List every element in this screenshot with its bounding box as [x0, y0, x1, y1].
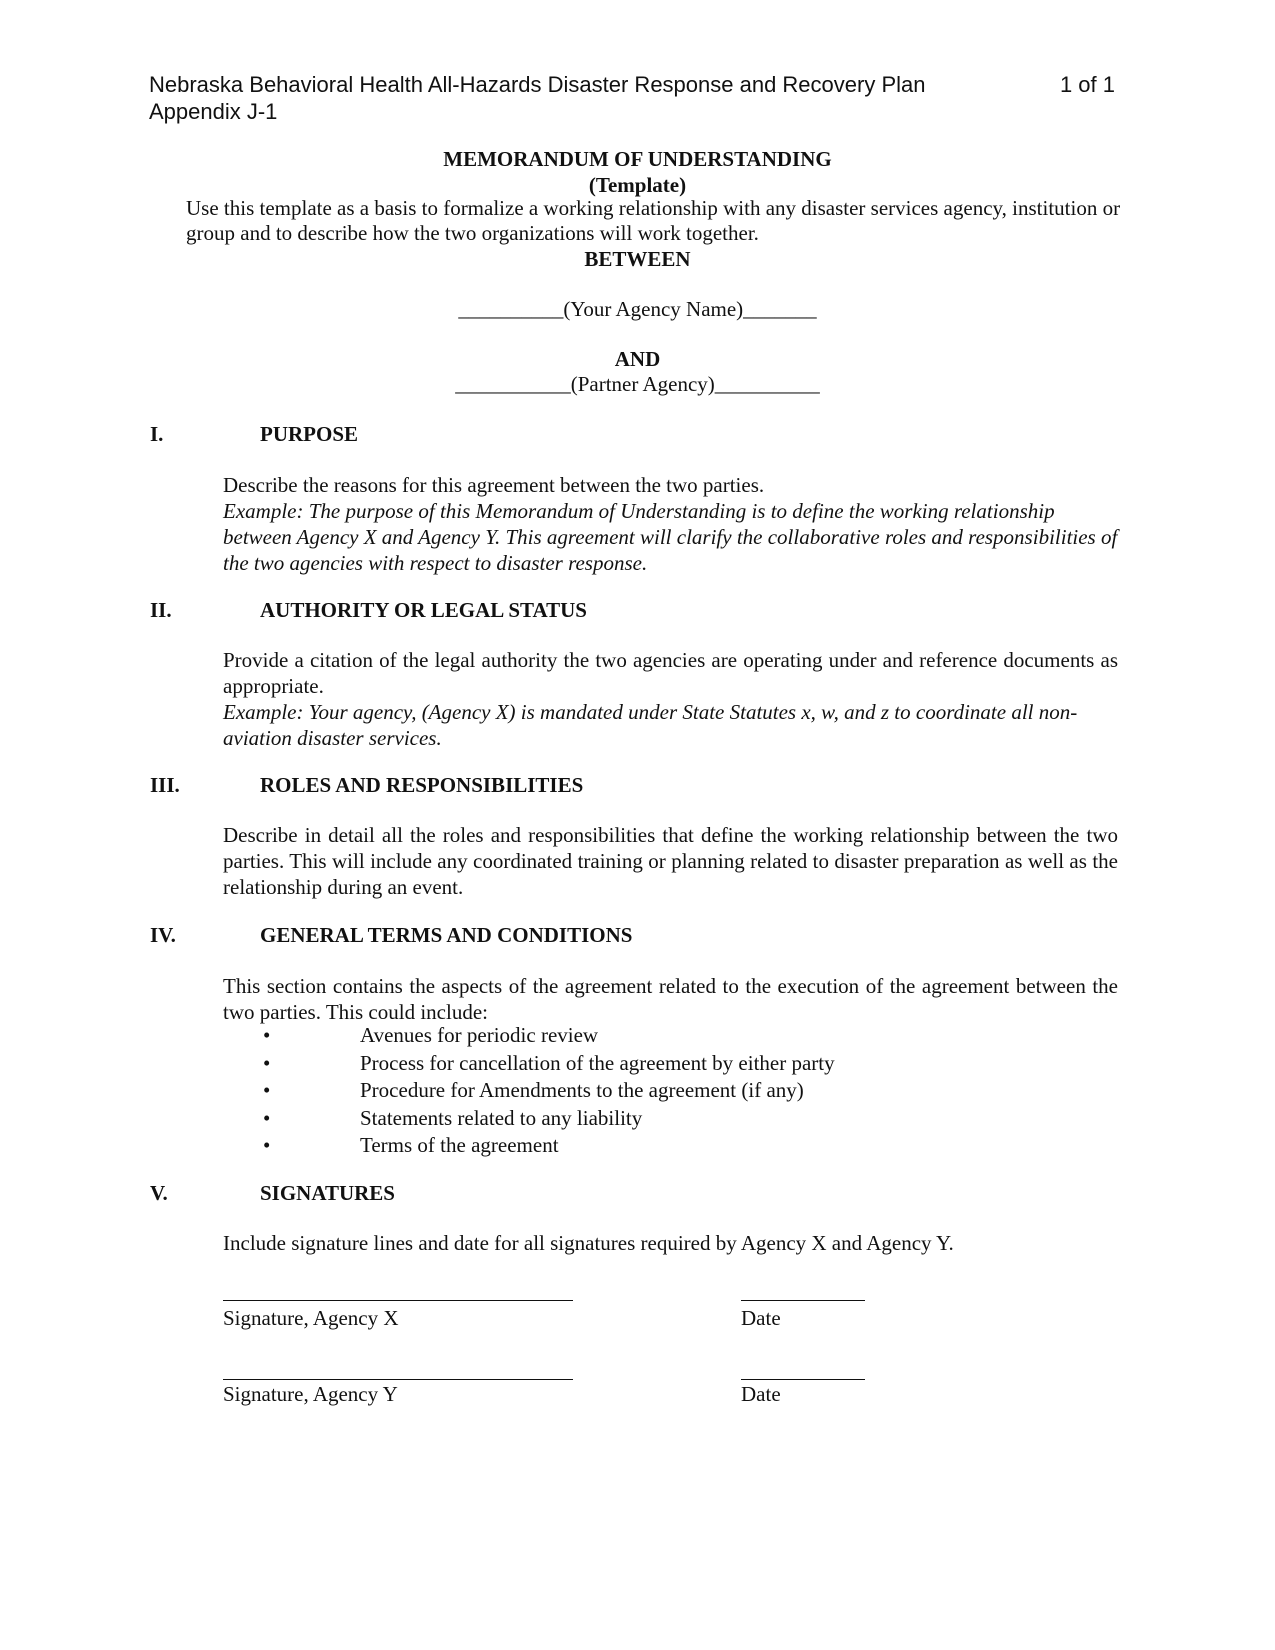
list-item: • Statements related to any liability: [223, 1105, 1118, 1133]
bullet-icon: •: [263, 1105, 271, 1130]
section-text: Provide a citation of the legal authority the two agencies are operating under and reference documents as appropriate.: [223, 648, 1118, 698]
appendix-label: Appendix J-1: [149, 99, 278, 124]
list-item: • Process for cancellation of the agreement by either party: [223, 1050, 1118, 1078]
terms-bullet-list: [223, 1022, 1118, 1160]
section-number: IV.: [150, 923, 176, 947]
bullet-icon: •: [263, 1050, 271, 1075]
date-label-agency-x: Date: [741, 1306, 781, 1330]
date-line-agency-y[interactable]: [741, 1379, 865, 1380]
section-terms-body: [223, 973, 1118, 1025]
partner-agency-field: ___________(Partner Agency)__________: [455, 372, 820, 396]
signature-label-agency-x: Signature, Agency X: [223, 1306, 399, 1330]
section-signatures-body: [223, 1230, 1118, 1256]
document-subtitle: (Template): [588, 173, 687, 197]
signature-line-agency-x[interactable]: [223, 1300, 573, 1301]
page-number: 1 of 1: [1059, 72, 1115, 97]
bullet-icon: •: [263, 1133, 271, 1158]
between-label: BETWEEN: [584, 247, 691, 271]
list-item: • Procedure for Amendments to the agreement (if any): [223, 1077, 1118, 1105]
section-example: Example: The purpose of this Memorandum of Understanding is to define the working relationship between Agency X and Agency Y. This agreement will clarify the collaborative roles and responsibilities of the two agencies with respect to disaster response.: [223, 499, 1118, 575]
and-label: AND: [614, 347, 661, 371]
signature-label-agency-y: Signature, Agency Y: [223, 1382, 398, 1406]
list-item: • Avenues for periodic review: [223, 1022, 1118, 1050]
section-roles-body: [223, 822, 1118, 900]
section-title-purpose: PURPOSE: [260, 422, 359, 446]
section-text: This section contains the aspects of the agreement related to the execution of the agreement between the two parties. This could include:: [223, 974, 1118, 1024]
intro-text: Use this template as a basis to formalize a working relationship with any disaster services agency, institution or group and to describe how the two organizations will work together.: [186, 196, 1121, 245]
section-title-terms: GENERAL TERMS AND CONDITIONS: [260, 923, 633, 947]
bullet-icon: •: [263, 1078, 271, 1103]
section-text: Describe in detail all the roles and responsibilities that define the working relationship between the two parties. This will include any coordinated training or planning related to disaster preparation as well as the relationship during an event.: [223, 823, 1118, 899]
section-example: Example: Your agency, (Agency X) is mandated under State Statutes x, w, and z to coordinate all non-aviation disaster services.: [223, 700, 1078, 750]
bullet-icon: •: [263, 1023, 271, 1047]
date-line-agency-x[interactable]: [741, 1300, 865, 1301]
section-text: Include signature lines and date for all signatures required by Agency X and Agency Y.: [223, 1231, 954, 1255]
section-number: V.: [150, 1181, 168, 1205]
date-label-agency-y: Date: [741, 1382, 781, 1406]
section-number: III.: [150, 773, 180, 797]
section-number: II.: [150, 598, 172, 622]
agency-name-field: __________(Your Agency Name)_______: [458, 297, 817, 321]
section-title-roles: ROLES AND RESPONSIBILITIES: [260, 773, 584, 797]
running-header: [149, 71, 1115, 125]
document-title: MEMORANDUM OF UNDERSTANDING: [443, 147, 832, 171]
signature-line-agency-y[interactable]: [223, 1379, 573, 1380]
list-item: • Terms of the agreement: [223, 1132, 1118, 1160]
section-authority-body: [223, 647, 1118, 751]
section-title-authority: AUTHORITY OR LEGAL STATUS: [260, 598, 587, 622]
section-text: Describe the reasons for this agreement between the two parties.: [223, 473, 765, 497]
section-title-signatures: SIGNATURES: [260, 1181, 395, 1205]
section-number: I.: [150, 422, 164, 446]
header-title: Nebraska Behavioral Health All-Hazards Disaster Response and Recovery Plan: [149, 72, 926, 97]
section-purpose-body: [223, 472, 1118, 576]
